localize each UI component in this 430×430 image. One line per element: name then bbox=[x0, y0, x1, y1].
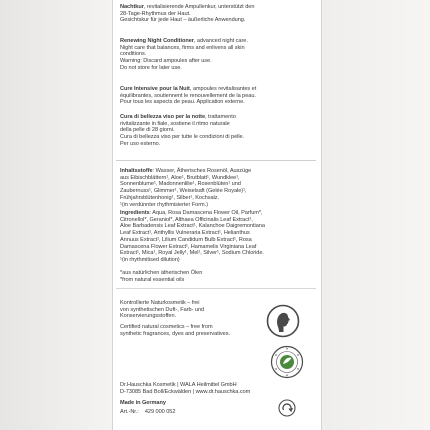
title-en: Renewing Night Conditioner bbox=[120, 38, 194, 44]
company-info: Dr.Hauschka Kosmetik | WALA Heilmittel GmbH D-73085 Bad Boll/Eckwälden | www.dr.hauschka.com bbox=[120, 382, 251, 395]
description-de: Nachtkur, revitalisierende Ampullenkur, unterstützt den 28-Tage-Rhythmus der Haut. Gesichtskur für jede Haut – äußerliche Anwendung. bbox=[120, 4, 255, 24]
ingredients-en: Ingredients: Aqua, Rosa Damascena Flower Oil, Parfum*, Citronellol*, Geraniol*, Althaea Officinalis Leaf Extract¹, Aloe Barbadensis Leaf Extract¹, Kalanchoe Daigremontiana Leaf Extract¹, Anthyllis Vulneraria Extract¹, Helianthus Annuus Extract¹, Lilium Candidum Bulb Extract¹, Rosa Damascena Flower Extract¹, Hamamelis Virginiana Leaf Extract¹, Mica¹, Royal Jelly¹, Mel¹, Silver¹, Sodium Chloride. ¹(in rhythmitised dilution) bbox=[120, 210, 265, 263]
description-en: Renewing Night Conditioner, advanced night care. Night care that balances, firms and enlivens all skin conditions. Warning: Discard ampoules after use. Do not store for later use. bbox=[120, 38, 248, 71]
footnotes: *aus natürlichen ätherischen Ölen *from natural essential oils bbox=[120, 270, 203, 283]
ingredients-de: Inhaltsstoffe: Wasser, Ätherisches Rosenöl, Auszüge aus Eibischblättern¹, Aloe¹, Brutblatt¹, Wundklee¹, Sonnenblume¹, Madonnenlilie¹, Rosenblüten¹ und Zaubernuss¹, Glimmer¹, Weiselsaft (Gelée Royale)¹, Frühjahrsblütenhonig¹, Silber¹, Kochsalz. ¹(in verdünnter rhythmisierter Form.) bbox=[120, 168, 252, 208]
box-right-panel bbox=[322, 0, 430, 430]
certification-text: Kontrollierte Naturkosmetik – frei von synthetischen Duft-, Farb- und Konservierungsstoffen. Certified natural cosmetics – free from synthetic fragrances, dyes and preservatives. bbox=[120, 300, 230, 337]
title-it: Cura di bellezza viso per la notte bbox=[120, 114, 206, 120]
ingredients-en-label: Ingredients bbox=[120, 210, 150, 216]
title-fr: Cure Intensive pour la Nuit bbox=[120, 86, 190, 92]
description-fr: Cure Intensive pour la Nuit, ampoules revitalisantes et équilibrantes, soutiennent le renouvellement de la peau. Pour tous les aspects de peau. Application externe. bbox=[120, 86, 257, 106]
made-in: Made in Germany bbox=[120, 400, 166, 406]
recycle-arrow-icon bbox=[278, 399, 296, 417]
natrue-seal-icon bbox=[270, 345, 304, 379]
face-profile-icon bbox=[266, 304, 300, 338]
description-it: Cura di bellezza viso per la notte, trattamento rivitalizzante in fiale, sostiene il ritmo naturale della pelle di 28 giorni. Cura di bellezza viso per tutte le condizioni di pelle. Per uso esterno. bbox=[120, 114, 245, 147]
title-de: Nachtkur bbox=[120, 4, 144, 10]
ingredients-de-label: Inhaltsstoffe bbox=[120, 168, 153, 174]
article-number: Art.-Nr.: 429 000 052 bbox=[120, 409, 176, 415]
box-left-panel bbox=[0, 0, 110, 430]
section-divider bbox=[116, 288, 316, 289]
section-divider bbox=[116, 160, 316, 161]
